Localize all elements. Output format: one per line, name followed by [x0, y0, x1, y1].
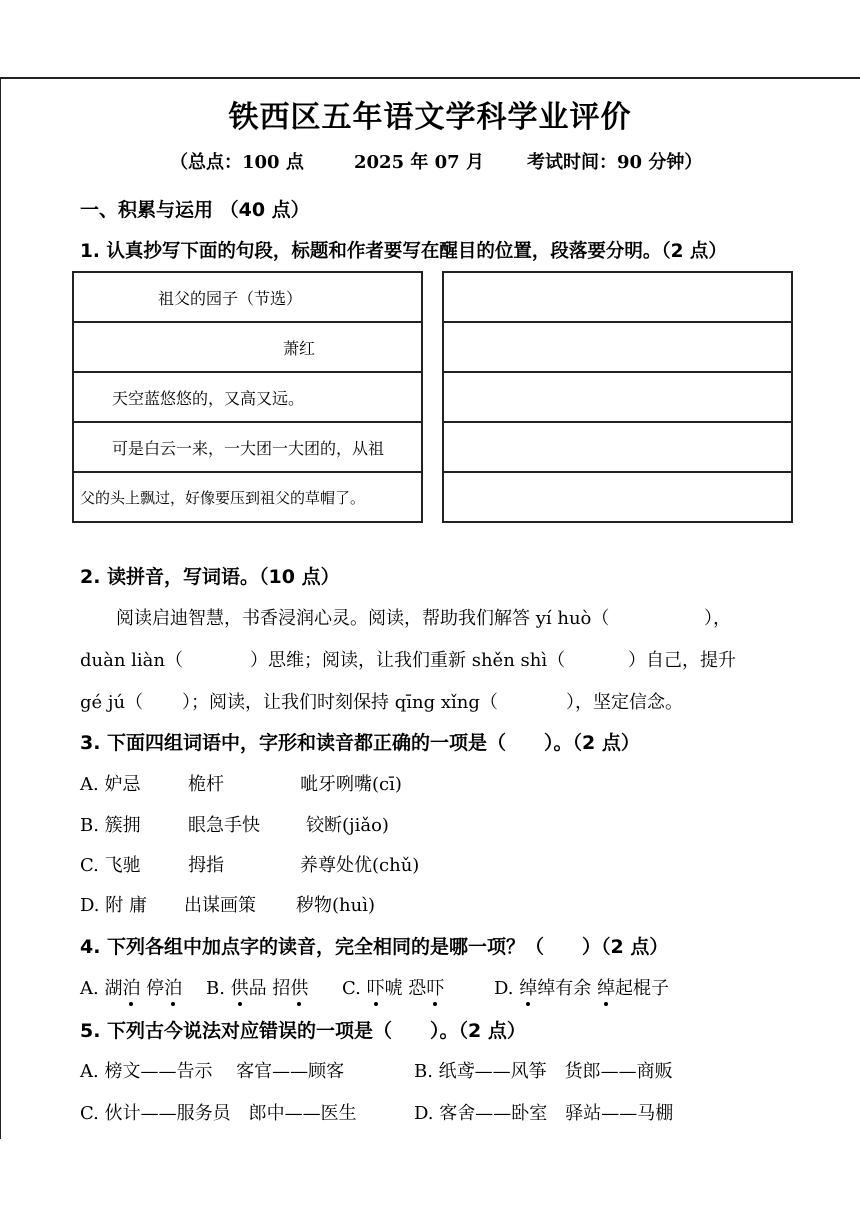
q4-prompt: 4. 下列各组中加点字的读音，完全相同的是哪一项？（ ）（2 点）	[80, 936, 669, 958]
dotted-char: 吓	[426, 974, 444, 1000]
exam-time: 考试时间：90 分钟）	[527, 152, 703, 173]
page-top-border	[0, 77, 860, 79]
q3-option-c-word2: 拇指	[188, 855, 224, 876]
q3-option-b-word3: 铰断(jiǎo)	[306, 815, 389, 836]
q5-option-c[interactable]: C. 伙计——服务员 郎中——医生	[80, 1103, 357, 1124]
answer-line-3[interactable]	[443, 372, 792, 422]
q4-option-b[interactable]	[206, 974, 308, 1000]
q3-option-a[interactable]: A. 妒忌	[80, 774, 141, 795]
passage-line: 天空蓝悠悠的，又高又远。	[73, 372, 422, 422]
q5-option-d[interactable]: D. 客舍——卧室 驿站——马棚	[414, 1103, 674, 1124]
copy-answer-box	[442, 271, 793, 523]
exam-title: 铁西区五年语文学科学业评价	[228, 100, 632, 135]
q4-d-text: 起棍子	[614, 978, 669, 999]
page-left-border	[0, 77, 1, 1139]
q5-option-a[interactable]: A. 榜文——告示 客官——顾客	[80, 1061, 345, 1082]
section-heading-1: 一、积累与运用 （40 点）	[80, 199, 310, 221]
q4-d-text: D.	[494, 978, 520, 999]
dotted-char: 供	[290, 974, 308, 1000]
q2-line-2a: duàn liàn（	[80, 650, 183, 671]
q2-line-3a: gé jú（	[80, 692, 144, 713]
answer-line-5[interactable]	[443, 472, 792, 522]
q5-option-b[interactable]: B. 纸鸢——风筝 货郎——商贩	[414, 1061, 673, 1082]
answer-line-4[interactable]	[443, 422, 792, 472]
q3-option-d-word2: 出谋画策	[184, 895, 256, 916]
q4-option-c[interactable]	[342, 974, 444, 1000]
q4-d-text: 绰有余	[537, 978, 597, 999]
answer-line-1[interactable]	[443, 272, 792, 322]
dotted-char: 供	[231, 974, 249, 1000]
q3-option-c-word3: 养尊处优(chǔ)	[300, 855, 420, 876]
q2-line-2b: ）思维；阅读，让我们重新 shěn shì（	[250, 650, 566, 671]
passage-title: 祖父的园子（节选）	[73, 272, 422, 322]
q2-line-3c: ），坚定信念。	[566, 692, 683, 713]
q3-option-a-word3: 呲牙咧嘴(cī)	[300, 774, 402, 795]
q5-prompt: 5. 下列古今说法对应错误的一项是（ ）。（2 点）	[80, 1020, 526, 1042]
q3-option-a-word2: 桅杆	[188, 774, 224, 795]
exam-date: 2025 年 07 月	[354, 152, 484, 173]
q3-option-c[interactable]: C. 飞驰	[80, 855, 141, 876]
q3-option-b[interactable]: B. 簇拥	[80, 815, 141, 836]
q4-option-a[interactable]	[80, 974, 182, 1000]
q4-c-text: C.	[342, 978, 367, 999]
q3-prompt: 3. 下面四组词语中，字形和读音都正确的一项是（ ）。（2 点）	[80, 732, 640, 754]
total-points: （总点：100 点	[170, 152, 304, 173]
answer-line-2[interactable]	[443, 322, 792, 372]
dotted-char: 绰	[519, 974, 537, 1000]
passage-line: 可是白云一来，一大团一大团的，从祖	[73, 422, 422, 472]
q4-b-text: B.	[206, 978, 231, 999]
q4-a-text: 停	[140, 978, 165, 999]
q1-prompt: 1. 认真抄写下面的句段，标题和作者要写在醒目的位置，段落要分明。（2 点）	[80, 241, 727, 262]
q2-line-1: 阅读启迪智慧，书香浸润心灵。阅读，帮助我们解答 yí huò（	[116, 608, 610, 629]
q2-line-1-end: ），	[704, 608, 731, 629]
q3-option-d-word3: 秽物(huì)	[296, 895, 375, 916]
q2-line-3b: ）；阅读，让我们时刻保持 qīng xǐng（	[182, 692, 498, 713]
q2-line-2c: ）自己，提升	[628, 650, 736, 671]
source-passage-box	[72, 271, 423, 523]
q3-option-d[interactable]: D. 附 庸	[80, 895, 147, 916]
passage-author: 萧红	[73, 322, 422, 372]
q3-option-b-word2: 眼急手快	[188, 815, 260, 836]
dotted-char: 泊	[122, 974, 140, 1000]
q4-c-text: 唬 恐	[384, 978, 427, 999]
q4-b-text: 品 招	[248, 978, 291, 999]
dotted-char: 泊	[164, 974, 182, 1000]
dotted-char: 绰	[597, 974, 615, 1000]
q2-prompt: 2. 读拼音，写词语。（10 点）	[80, 566, 340, 588]
passage-line: 父的头上飘过，好像要压到祖父的草帽了。	[73, 472, 422, 522]
dotted-char: 吓	[367, 974, 385, 1000]
q4-option-d[interactable]	[494, 974, 669, 1000]
q4-a-text: A. 湖	[80, 978, 123, 999]
